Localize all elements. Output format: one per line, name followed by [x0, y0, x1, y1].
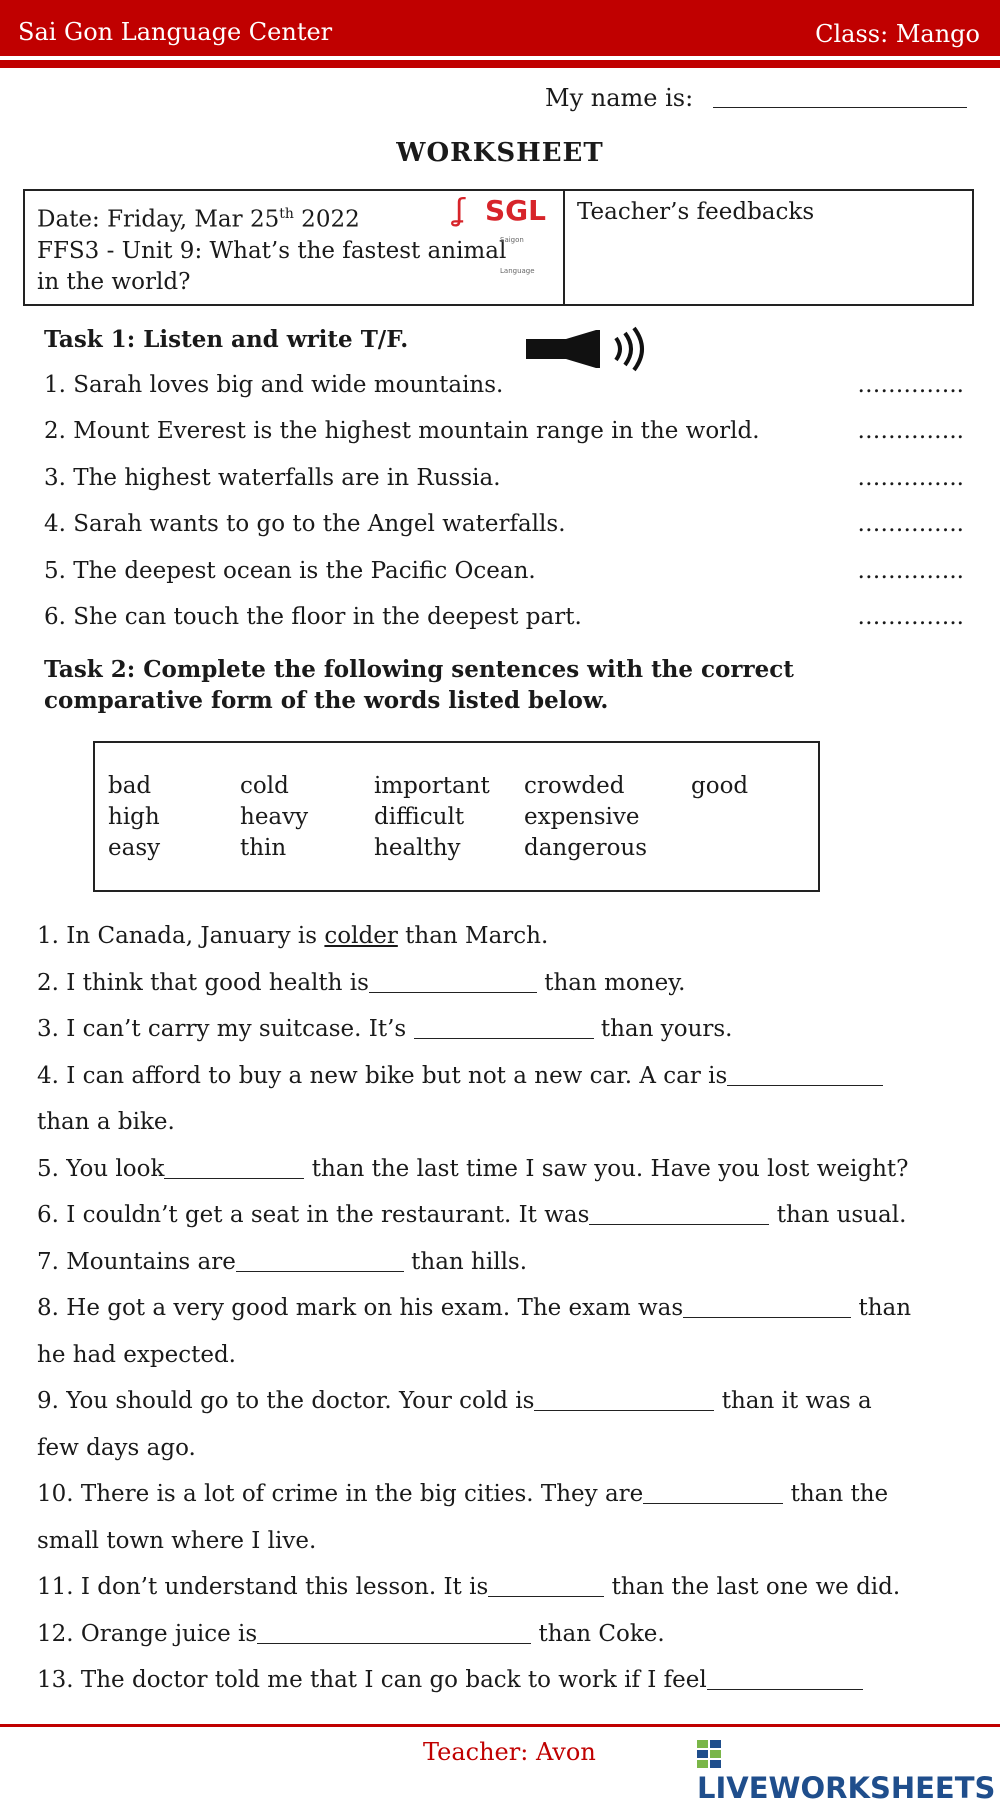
- name-label: My name is:: [545, 84, 694, 112]
- word-bank-item: high: [108, 804, 160, 830]
- answer-blank[interactable]: [257, 1621, 531, 1644]
- liveworksheets-mark-icon: [697, 1740, 721, 1768]
- answer-blank[interactable]: [369, 970, 537, 993]
- header-bar: [0, 0, 1000, 56]
- sentence-13: 13. The doctor told me that I can go back to work if I feel: [37, 1667, 863, 1693]
- word-bank-item: cold: [240, 773, 289, 799]
- answer-blank[interactable]: [707, 1667, 863, 1690]
- footer-divider: [0, 1724, 1000, 1727]
- sentence-10: 10. There is a lot of crime in the big cities. They are than the: [37, 1481, 889, 1507]
- tf-item: 3. The highest waterfalls are in Russia. …………..: [44, 465, 964, 491]
- sentence-2: 2. I think that good health is than money.: [37, 970, 686, 996]
- tf-item: 6. She can touch the floor in the deepest part. …………..: [44, 604, 964, 630]
- tf-item: 2. Mount Everest is the highest mountain range in the world. …………..: [44, 418, 964, 444]
- name-blank[interactable]: [713, 107, 967, 108]
- info-table: [23, 189, 974, 306]
- unit-line-2: in the world?: [37, 268, 191, 295]
- page-title: WORKSHEET: [396, 138, 604, 168]
- sentence-5: 5. You look than the last time I saw you. Have you lost weight?: [37, 1156, 909, 1182]
- word-bank-item: heavy: [240, 804, 309, 830]
- sentence-11: 11. I don’t understand this lesson. It is than the last one we did.: [37, 1574, 901, 1600]
- sgl-swirl-icon: ʆ: [455, 193, 466, 228]
- unit-line-1: FFS3 - Unit 9: What’s the fastest animal: [37, 237, 507, 264]
- tf-item: 5. The deepest ocean is the Pacific Ocean. …………..: [44, 558, 964, 584]
- sgl-logo-subtext: Saigon Language: [500, 236, 535, 275]
- sentence-6: 6. I couldn’t get a seat in the restaurant. It was than usual.: [37, 1202, 907, 1228]
- date-line: Date: Friday, Mar 25th 2022: [37, 206, 360, 233]
- sentence-4-cont: than a bike.: [37, 1109, 175, 1135]
- answer-blank[interactable]: [488, 1574, 604, 1597]
- answer-blank[interactable]: [414, 1016, 594, 1039]
- word-bank-item: important: [374, 773, 490, 799]
- tf-item: 4. Sarah wants to go to the Angel waterfalls. …………..: [44, 511, 964, 537]
- task2-title: Task 2: Complete the following sentences with the correct comparative form of the words listed below.: [44, 656, 794, 714]
- word-bank-item: bad: [108, 773, 152, 799]
- answer-blank[interactable]: [643, 1481, 783, 1504]
- word-bank-item: easy: [108, 835, 161, 861]
- answer-blank[interactable]: [164, 1156, 304, 1179]
- word-bank-item: dangerous: [524, 835, 648, 861]
- sentence-12: 12. Orange juice is than Coke.: [37, 1621, 665, 1647]
- sentence-8: 8. He got a very good mark on his exam. The exam was than: [37, 1295, 912, 1321]
- tf-answer-blank[interactable]: …………..: [857, 372, 964, 398]
- audio-play-icon[interactable]: [526, 326, 676, 372]
- word-bank-item: crowded: [524, 773, 625, 799]
- center-name: Sai Gon Language Center: [18, 18, 333, 46]
- word-bank: [93, 741, 820, 892]
- sentence-1: 1. In Canada, January is colder than March.: [37, 923, 549, 949]
- sentence-3: 3. I can’t carry my suitcase. It’s than yours.: [37, 1016, 733, 1042]
- answer-blank[interactable]: [589, 1202, 769, 1225]
- liveworksheets-logo[interactable]: LIVEWORKSHEETS: [697, 1737, 1000, 1805]
- word-bank-item: thin: [240, 835, 287, 861]
- sentence-9: 9. You should go to the doctor. Your cold is than it was a: [37, 1388, 872, 1414]
- sentence-9-cont: few days ago.: [37, 1435, 196, 1461]
- tf-answer-blank[interactable]: …………..: [857, 418, 964, 444]
- answer-blank[interactable]: [534, 1388, 714, 1411]
- answer-blank[interactable]: [236, 1249, 404, 1272]
- class-label: Class: Mango: [815, 20, 980, 48]
- tf-answer-blank[interactable]: …………..: [857, 558, 964, 584]
- tf-answer-blank[interactable]: …………..: [857, 604, 964, 630]
- name-row: [545, 84, 967, 112]
- feedback-cell: [565, 191, 972, 320]
- sentence-4: 4. I can afford to buy a new bike but not a new car. A car is: [37, 1063, 883, 1089]
- header-divider: [0, 60, 1000, 68]
- word-bank-item: healthy: [374, 835, 461, 861]
- tf-answer-blank[interactable]: …………..: [857, 465, 964, 491]
- teacher-name: Teacher: Avon: [423, 1738, 596, 1766]
- word-bank-item: good: [691, 773, 749, 799]
- sentence-7: 7. Mountains are than hills.: [37, 1249, 528, 1275]
- word-bank-item: expensive: [524, 804, 640, 830]
- tf-item: 1. Sarah loves big and wide mountains. …………..: [44, 372, 964, 398]
- feedback-label: Teacher’s feedbacks: [577, 199, 815, 225]
- example-answer: colder: [324, 923, 398, 949]
- sentence-10-cont: small town where I live.: [37, 1528, 317, 1554]
- answer-blank[interactable]: [727, 1063, 883, 1086]
- word-bank-item: difficult: [374, 804, 465, 830]
- lesson-info-cell: [25, 191, 565, 304]
- sgl-logo: [455, 193, 555, 275]
- answer-blank[interactable]: [683, 1295, 851, 1318]
- tf-answer-blank[interactable]: …………..: [857, 511, 964, 537]
- sgl-logo-text: SGL: [485, 194, 546, 227]
- sentence-8-cont: he had expected.: [37, 1342, 236, 1368]
- task1-title: Task 1: Listen and write T/F.: [44, 326, 409, 353]
